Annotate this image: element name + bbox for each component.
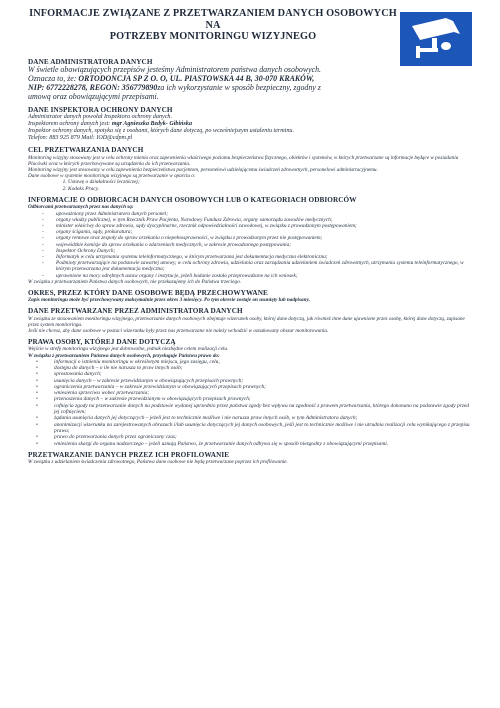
list-item: • wniesienia sprzeciwu wobec przetwarzania; [34,390,472,396]
iod-line-2 [28,121,472,128]
cctv-sign [400,12,472,66]
list-item: • dostępu do danych – o ile nie narusza to praw innych osób; [34,365,472,371]
retention-section [28,289,472,304]
rights-section [28,338,472,447]
purpose-heading: CEL PRZETWARZANIA DANYCH [28,146,144,155]
list-item: - Podmioty przetwarzające na podstawie zawartej umowy, w celu ochrony zdrowia, udzielania oraz zarządzania udzielaniem świadczeń zdrowotnych, utrzymania systemu teleinformatycznego, w którym przetwarzana jest dokumentacja medyczna; [38,260,472,272]
rights-intro-1: Wejście w strefę monitoringu wizyjnego jest dobrowolne, jednak niezbędne celem realizacji celu. [28,346,229,353]
purpose-section [28,146,472,192]
retention-text: Zapis monitoringu może być przechowywany maksymalnie przez okres 3 miesięcy. Po tym okresie zostaje on usunięty lub nadpisany. [28,297,310,304]
legal-basis-list [28,179,472,192]
list-item: • żądania usunięcia danych jej dotyczących – jeżeli jest to technicznie możliwe i nie narusza praw innych osób, w tym Administratora danych; [34,415,472,421]
iod-name: mgr Agnieszka Bzdyk- Gibińska [111,121,193,128]
recipients-list [28,211,472,279]
iod-contact: Telefon: 883 925 879 Mail: IOD@cdpm.pl [28,135,133,142]
list-item: • usunięcia danych – w zakresie przewidzianym w obowiązujących przepisach prawnych; [34,378,472,384]
processing-paragraph-1: W związku ze stosowaniem monitoringu wizyjnego, przetwarzanie danych osobowych obejmuje wizerunek osoby, której dane dotyczą, jak również inne dane ujawnione przez osobę, której dane dotyczą, zapisane przez system monitoringu. [28,315,465,328]
administrator-line-4: umową oraz obowiązującymi przepisami. [28,92,159,102]
list-item: • ograniczenia przetwarzania – w zakresie przewidzianym w obowiązujących przepisach prawnych; [34,384,472,390]
document-header [28,8,472,54]
list-item: - upoważniony przez Administratora danych personel; [38,211,472,217]
title-line-2: POTRZEBY MONITORINGU WIZYJNEGO [109,31,317,42]
list-item: • prawo do przetwarzania danych przez ograniczony czas; [34,434,472,440]
list-item: - organy władzy publicznej, w tym Rzecznik Praw Pacjenta, Narodowy Fundusz Zdrowia, organy samorządu zawodów medycznych; [38,217,472,223]
profiling-heading: PRZETWARZANIE DANYCH PRZEZ ICH PROFILOWANIE [28,450,230,459]
administrator-ids: NIP: 6772228278, REGON: 356779890 [28,83,158,93]
purpose-paragraph-1: Monitoring wizyjny stosowany jest w celu ochrony mienia oraz zapewnienia właściwego poziomu bezpieczeństwa fizycznego, obiektów i systemów, w których przetwarzane są informacje będące w posiadaniu Placówki oraz w których przechowywane są urządzenia do ich przetwarzania. [28,154,459,167]
recipients-heading: INFORMACJE O ODBIORCACH DANYCH OSOBOWYCH LUB O KATEGORIACH ODBIORCÓW [28,196,357,205]
iod-line-2-prefix: Inspektorem ochrony danych jest: [28,121,112,128]
list-item: - Inspektor Ochrony Danych; [38,248,472,254]
list-item: • sprostowania danych; [34,371,472,377]
list-item: - wojewódzkie komisje do spraw orzekania o zdarzeniach medycznych, w zakresie prowadzonego postępowania; [38,242,472,248]
list-item: 2. Kodeks Pracy. [68,186,472,192]
administrator-line-3-suffix: za ich wykorzystanie w sposób bezpieczny, zgodny z [157,83,321,93]
list-item: • informacji o istnieniu monitoringu w określonym miejscu, jego zasięgu, celu, [34,359,472,365]
list-item: - Informatyk w celu utrzymania systemu teleinformatycznego, w którym przetwarzana jest dokumentacja medyczna elektroniczna; [38,254,472,260]
purpose-paragraph-3: Dane osobowe w systemie monitoringu wizyjnego są przetwarzanie w oparciu o: [28,173,196,180]
recipients-section [28,196,472,285]
rights-intro-2: W związku z przetwarzaniem Państwa danych osobowych, przysługuje Państwu prawo do: [28,352,220,359]
recipients-outro: W związku z przetwarzaniem Państwa danych osobowych, nie przekazujemy ich do Państwa trzeciego. [28,278,241,285]
retention-heading: OKRES, PRZEZ KTÓRY DANE OSOBOWE BĘDĄ PRZECHOWYWANE [28,288,268,297]
administrator-line-1: W świetle obowiązujących przepisów jesteśmy Administratorem państwa danych osobowych. [28,65,322,75]
recipients-intro: Odbiorcami przetwarzanych przez nas danych są: [28,204,134,211]
iod-line-3: Inspektor ochrony danych, spotyka się z osobami, których dane dotyczą, po wcześniejszym ustaleniu terminu. [28,128,294,135]
list-item: - organy rentowe oraz zespoły do spraw orzekania o niepełnosprawności, w związku z prowadzonym przez nie postępowaniem; [38,235,472,241]
list-item: 1. Ustawę o działalności leczniczej; [68,179,472,185]
rights-list [28,359,472,447]
cctv-camera-icon [406,18,466,60]
list-item: • anonimizacji wizerunku na zarejestrowanych obrazach i/lub usunięcia dotyczących jej danych osobowych, jeśli jest to technicznie możliwe i nie utrudnia realizacji celu wynikającego z przepisu prawa; [34,422,472,435]
rights-heading: PRAWA OSOBY, KTÓREJ DANE DOTYCZĄ [28,338,176,347]
profiling-text: W związku z udzielaniem świadczenia zdrowotnego, Państwa dane osobowe nie będą przetwarzane poprzez ich profilowanie. [28,459,288,466]
iod-section [28,106,472,142]
list-item: - uprawnione na mocy odrębnych ustaw organy i instytucje, jeżeli badanie zostało przeprowadzone na ich wniosek; [38,273,472,279]
administrator-heading: DANE ADMINISTRATORA DANYCH [28,58,153,66]
list-item: • cofnięcia zgody na przetwarzanie danych na podstawie wydanej uprzednio przez państwa zgody bez wpływu na zgodność z prawem przetwarzania, którego dokonano na podstawie zgody przed jej cofnięciem; [34,403,472,416]
iod-line-1: Administrator danych powołał Inspektora ochrony danych. [28,114,172,121]
processing-paragraph-2: Jeśli nie chcesz, aby dane osobowe w postaci wizerunku były przez nas przetwarzane nie należy wchodzić w oznakowany obszar monitorowania. [28,327,329,334]
profiling-section [28,451,472,466]
list-item: - minister właściwy do spraw zdrowia, sądy dyscyplinarne, rzecznik odpowiedzialności zawodowej, w związku z prowadzonym postępowaniem; [38,223,472,229]
document-title [28,8,398,43]
processing-section [28,307,472,334]
title-line-1: INFORMACJE ZWIĄZANE Z PRZETWARZANIEM DANYCH OSOBOWYCH NA [29,8,397,31]
list-item: • wniesienia skargi do organu nadzorczego – jeżeli uznają Państwo, że przetwarzanie danych odbywa się w sposób niezgodny z obowiązującymi przepisami. [34,441,472,447]
list-item: • przenoszenia danych – w zakresie przewidzianym w obowiązujących przepisach prawnych; [34,396,472,402]
administrator-company: ORTODONCJA SP Z O. O, UL. PIASTOWSKA 44 B, 30-070 KRAKÓW, [78,74,315,84]
processing-heading: DANE PRZETWARZANE PRZEZ ADMINISTRATORA DANYCH [28,307,243,316]
list-item: - organy ścigania, sądy, prokuratura; [38,229,472,235]
iod-heading: DANE INSPEKTORA OCHRONY DANYCH [28,106,173,115]
administrator-line-2-prefix: Oznacza to, że: [28,74,79,84]
purpose-paragraph-2: Monitoring wizyjny jest stosowany w celu zapewnienia bezpieczeństwa pacjentom, personelowi udzielającemu świadczeń zdrowotnych, personelowi administracyjnemu. [28,167,378,174]
